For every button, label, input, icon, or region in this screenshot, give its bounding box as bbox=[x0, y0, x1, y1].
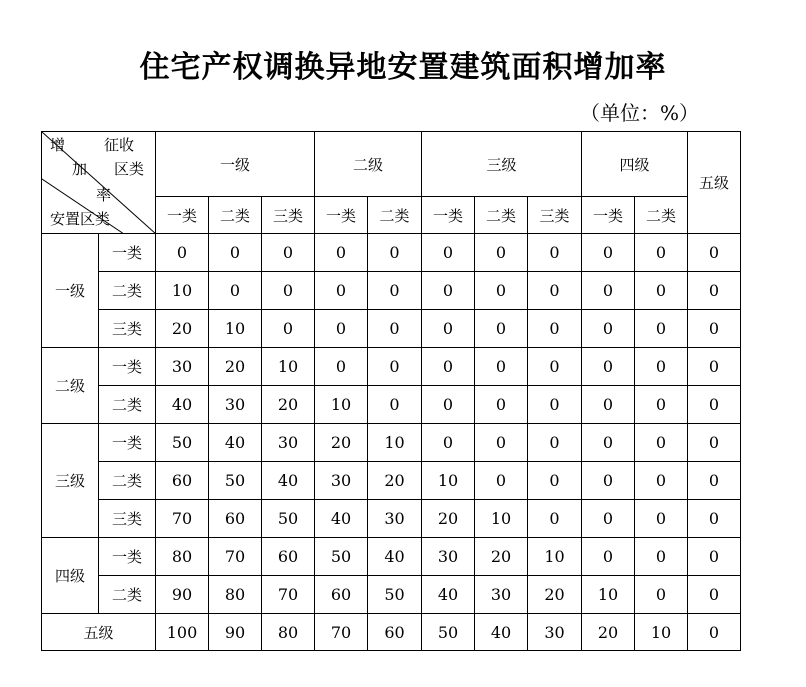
table-row bbox=[42, 234, 741, 272]
sub-column-header: 二类 bbox=[368, 197, 422, 234]
value-cell: 10 bbox=[262, 348, 315, 386]
col-group-level-1: 一级 bbox=[156, 132, 315, 197]
value-cell: 70 bbox=[209, 538, 262, 576]
row-sub-label: 二类 bbox=[99, 386, 156, 424]
value-cell: 0 bbox=[688, 310, 741, 348]
row-sub-label: 一类 bbox=[99, 348, 156, 386]
table-row bbox=[42, 614, 741, 651]
value-cell: 0 bbox=[635, 462, 688, 500]
increase-rate-table bbox=[41, 131, 741, 651]
value-cell: 0 bbox=[209, 272, 262, 310]
table-row bbox=[42, 500, 741, 538]
value-cell: 0 bbox=[635, 310, 688, 348]
value-cell: 20 bbox=[315, 424, 368, 462]
value-cell: 0 bbox=[528, 348, 582, 386]
value-cell: 0 bbox=[582, 234, 635, 272]
value-cell: 0 bbox=[475, 234, 528, 272]
sub-column-header: 一类 bbox=[582, 197, 635, 234]
sub-column-header: 二类 bbox=[635, 197, 688, 234]
value-cell: 10 bbox=[475, 500, 528, 538]
row-sub-label: 三类 bbox=[99, 310, 156, 348]
corner-label-lv: 率 bbox=[96, 186, 112, 204]
row-sub-label: 一类 bbox=[99, 538, 156, 576]
table-row bbox=[42, 424, 741, 462]
row-sub-label: 二类 bbox=[99, 462, 156, 500]
value-cell: 70 bbox=[262, 576, 315, 614]
value-cell: 0 bbox=[156, 234, 209, 272]
value-cell: 0 bbox=[582, 424, 635, 462]
col-group-level-5: 五级 bbox=[688, 132, 741, 234]
row-sub-label: 二类 bbox=[99, 272, 156, 310]
sub-column-header: 一类 bbox=[315, 197, 368, 234]
row-sub-label: 一类 bbox=[99, 234, 156, 272]
value-cell: 50 bbox=[156, 424, 209, 462]
value-cell: 0 bbox=[475, 348, 528, 386]
col-group-level-3: 三级 bbox=[422, 132, 582, 197]
value-cell: 40 bbox=[315, 500, 368, 538]
row-sub-label: 二类 bbox=[99, 576, 156, 614]
value-cell: 30 bbox=[475, 576, 528, 614]
value-cell: 90 bbox=[156, 576, 209, 614]
value-cell: 0 bbox=[368, 272, 422, 310]
value-cell: 30 bbox=[368, 500, 422, 538]
value-cell: 60 bbox=[368, 614, 422, 651]
value-cell: 0 bbox=[528, 310, 582, 348]
value-cell: 0 bbox=[262, 310, 315, 348]
value-cell: 30 bbox=[209, 386, 262, 424]
value-cell: 100 bbox=[156, 614, 209, 651]
corner-header-cell bbox=[42, 132, 156, 234]
table-row bbox=[42, 386, 741, 424]
value-cell: 0 bbox=[475, 462, 528, 500]
value-cell: 0 bbox=[635, 424, 688, 462]
value-cell: 0 bbox=[688, 614, 741, 651]
corner-label-zhengshou: 征收 bbox=[104, 136, 135, 154]
value-cell: 0 bbox=[635, 576, 688, 614]
value-cell: 10 bbox=[422, 462, 475, 500]
value-cell: 0 bbox=[368, 386, 422, 424]
value-cell: 0 bbox=[422, 234, 475, 272]
value-cell: 20 bbox=[156, 310, 209, 348]
value-cell: 30 bbox=[262, 424, 315, 462]
value-cell: 20 bbox=[422, 500, 475, 538]
value-cell: 0 bbox=[315, 234, 368, 272]
value-cell: 10 bbox=[528, 538, 582, 576]
row-sub-label: 一类 bbox=[99, 424, 156, 462]
value-cell: 10 bbox=[315, 386, 368, 424]
value-cell: 0 bbox=[209, 234, 262, 272]
corner-label-qulei: 区类 bbox=[114, 160, 145, 178]
value-cell: 0 bbox=[262, 234, 315, 272]
col-group-level-4: 四级 bbox=[582, 132, 688, 197]
row-group-label: 二级 bbox=[42, 348, 99, 424]
sub-column-header: 二类 bbox=[475, 197, 528, 234]
value-cell: 0 bbox=[528, 424, 582, 462]
row-group-label: 四级 bbox=[42, 538, 99, 614]
value-cell: 0 bbox=[528, 386, 582, 424]
value-cell: 70 bbox=[156, 500, 209, 538]
value-cell: 10 bbox=[582, 576, 635, 614]
table-row bbox=[42, 538, 741, 576]
value-cell: 0 bbox=[582, 386, 635, 424]
table-row bbox=[42, 272, 741, 310]
corner-label-jia: 加 bbox=[72, 160, 88, 178]
value-cell: 0 bbox=[688, 386, 741, 424]
value-cell: 10 bbox=[156, 272, 209, 310]
value-cell: 0 bbox=[422, 348, 475, 386]
value-cell: 0 bbox=[688, 272, 741, 310]
value-cell: 40 bbox=[262, 462, 315, 500]
value-cell: 30 bbox=[156, 348, 209, 386]
value-cell: 0 bbox=[688, 538, 741, 576]
sub-column-header: 一类 bbox=[156, 197, 209, 234]
sub-column-header: 二类 bbox=[209, 197, 262, 234]
value-cell: 50 bbox=[315, 538, 368, 576]
value-cell: 0 bbox=[635, 272, 688, 310]
value-cell: 0 bbox=[422, 386, 475, 424]
corner-label-zeng: 增 bbox=[50, 136, 66, 154]
value-cell: 0 bbox=[582, 310, 635, 348]
value-cell: 0 bbox=[582, 500, 635, 538]
value-cell: 0 bbox=[688, 424, 741, 462]
value-cell: 0 bbox=[582, 462, 635, 500]
value-cell: 0 bbox=[422, 424, 475, 462]
value-cell: 50 bbox=[209, 462, 262, 500]
value-cell: 40 bbox=[368, 538, 422, 576]
value-cell: 60 bbox=[262, 538, 315, 576]
value-cell: 20 bbox=[475, 538, 528, 576]
value-cell: 10 bbox=[635, 614, 688, 651]
value-cell: 0 bbox=[688, 576, 741, 614]
value-cell: 30 bbox=[528, 614, 582, 651]
value-cell: 0 bbox=[635, 500, 688, 538]
value-cell: 0 bbox=[475, 386, 528, 424]
value-cell: 0 bbox=[582, 348, 635, 386]
row-sub-label: 三类 bbox=[99, 500, 156, 538]
value-cell: 0 bbox=[262, 272, 315, 310]
value-cell: 20 bbox=[528, 576, 582, 614]
row-group-label: 五级 bbox=[42, 614, 156, 651]
value-cell: 0 bbox=[582, 272, 635, 310]
value-cell: 90 bbox=[209, 614, 262, 651]
table-row bbox=[42, 310, 741, 348]
value-cell: 20 bbox=[368, 462, 422, 500]
unit-label: （单位：%） bbox=[580, 101, 700, 125]
value-cell: 80 bbox=[262, 614, 315, 651]
corner-label-anzhi-qulei: 安置区类 bbox=[50, 210, 111, 228]
value-cell: 0 bbox=[475, 310, 528, 348]
value-cell: 0 bbox=[422, 272, 475, 310]
value-cell: 20 bbox=[262, 386, 315, 424]
value-cell: 0 bbox=[315, 272, 368, 310]
value-cell: 0 bbox=[688, 462, 741, 500]
value-cell: 60 bbox=[156, 462, 209, 500]
row-group-label: 三级 bbox=[42, 424, 99, 538]
value-cell: 80 bbox=[156, 538, 209, 576]
value-cell: 0 bbox=[528, 500, 582, 538]
value-cell: 0 bbox=[368, 234, 422, 272]
value-cell: 0 bbox=[528, 272, 582, 310]
value-cell: 60 bbox=[209, 500, 262, 538]
value-cell: 70 bbox=[315, 614, 368, 651]
value-cell: 0 bbox=[475, 272, 528, 310]
value-cell: 10 bbox=[209, 310, 262, 348]
value-cell: 0 bbox=[528, 234, 582, 272]
value-cell: 40 bbox=[209, 424, 262, 462]
sub-column-header: 三类 bbox=[528, 197, 582, 234]
value-cell: 0 bbox=[635, 234, 688, 272]
value-cell: 80 bbox=[209, 576, 262, 614]
value-cell: 30 bbox=[315, 462, 368, 500]
table-row bbox=[42, 348, 741, 386]
value-cell: 50 bbox=[422, 614, 475, 651]
value-cell: 0 bbox=[688, 234, 741, 272]
row-group-label: 一级 bbox=[42, 234, 99, 348]
value-cell: 0 bbox=[315, 310, 368, 348]
value-cell: 20 bbox=[209, 348, 262, 386]
value-cell: 40 bbox=[475, 614, 528, 651]
value-cell: 0 bbox=[688, 500, 741, 538]
value-cell: 0 bbox=[475, 424, 528, 462]
value-cell: 0 bbox=[422, 310, 475, 348]
value-cell: 0 bbox=[688, 348, 741, 386]
value-cell: 10 bbox=[368, 424, 422, 462]
value-cell: 0 bbox=[368, 310, 422, 348]
sub-column-header: 一类 bbox=[422, 197, 475, 234]
value-cell: 0 bbox=[528, 462, 582, 500]
page-title: 住宅产权调换异地安置建筑面积增加率 bbox=[139, 50, 667, 85]
table-row bbox=[42, 462, 741, 500]
table-row bbox=[42, 576, 741, 614]
value-cell: 20 bbox=[582, 614, 635, 651]
value-cell: 0 bbox=[635, 348, 688, 386]
value-cell: 0 bbox=[635, 386, 688, 424]
value-cell: 0 bbox=[368, 348, 422, 386]
value-cell: 0 bbox=[635, 538, 688, 576]
value-cell: 30 bbox=[422, 538, 475, 576]
value-cell: 0 bbox=[582, 538, 635, 576]
value-cell: 40 bbox=[422, 576, 475, 614]
col-group-level-2: 二级 bbox=[315, 132, 422, 197]
value-cell: 60 bbox=[315, 576, 368, 614]
value-cell: 50 bbox=[368, 576, 422, 614]
value-cell: 50 bbox=[262, 500, 315, 538]
value-cell: 40 bbox=[156, 386, 209, 424]
value-cell: 0 bbox=[315, 348, 368, 386]
sub-column-header: 三类 bbox=[262, 197, 315, 234]
